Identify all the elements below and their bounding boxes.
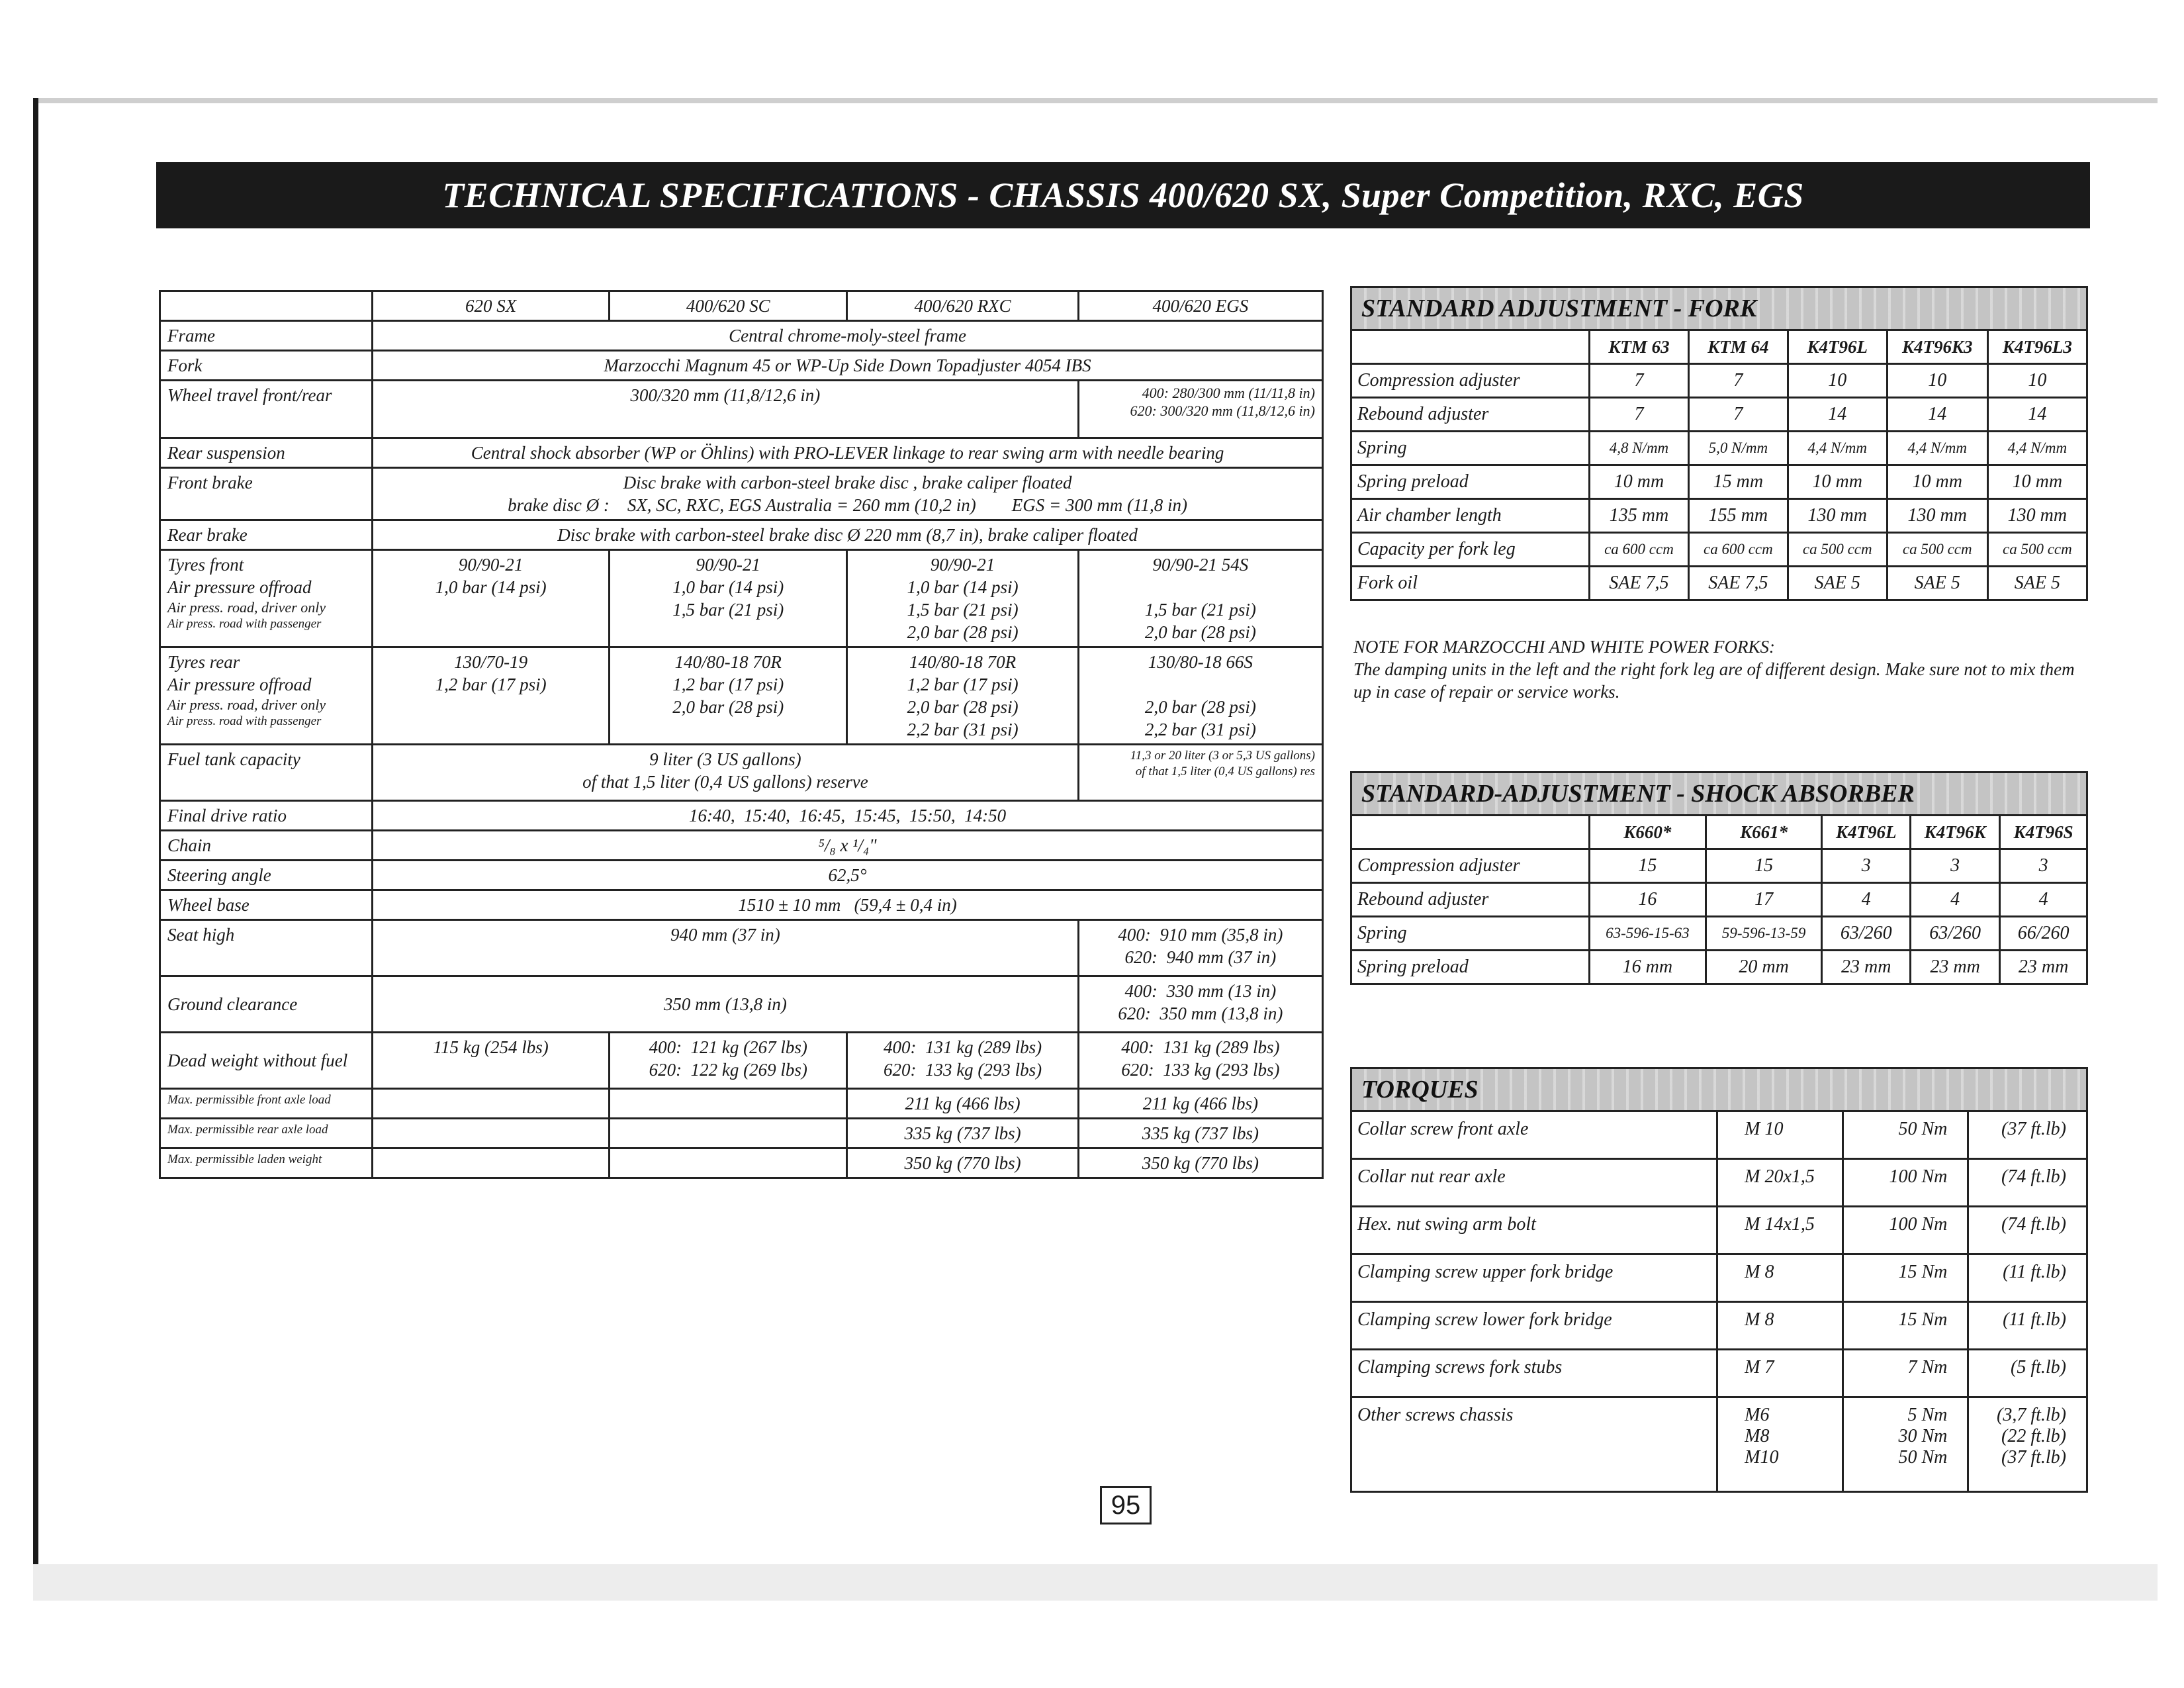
value-wheel-travel: 300/320 mm (11,8/12,6 in) bbox=[373, 381, 1079, 438]
dead-weight-egs-400: 400: 131 kg (289 lbs) bbox=[1121, 1037, 1280, 1057]
front-axle-load-egs: 211 kg (466 lbs) bbox=[1078, 1089, 1322, 1119]
fork-cell: ca 500 ccm bbox=[1887, 533, 1987, 567]
table-row bbox=[1351, 1254, 2087, 1302]
value-wheel-base: 1510 ± 10 mm (59,4 ± 0,4 in) bbox=[373, 890, 1323, 920]
row-fuel-tank bbox=[160, 745, 1323, 801]
wheel-travel-egs-400: 400: 280/300 mm (11/11,8 in) bbox=[1142, 385, 1315, 401]
fork-adjustment-panel bbox=[1350, 286, 2088, 601]
fuel-tank-egs-line1: 11,3 or 20 liter (3 or 5,3 US gallons) bbox=[1130, 749, 1315, 763]
fork-header-blank bbox=[1351, 330, 1590, 364]
tyres-rear-rxc-offroad: 1,2 bar (17 psi) bbox=[907, 675, 1019, 694]
torque-ftlb: (11 ft.lb) bbox=[1968, 1302, 2087, 1350]
table-row bbox=[1351, 1397, 2087, 1492]
shock-cell: 63-596-15-63 bbox=[1590, 917, 1706, 951]
torques-title: TORQUES bbox=[1361, 1076, 1479, 1103]
bottom-scan-edge bbox=[33, 1564, 2158, 1601]
label-rear-suspension: Rear suspension bbox=[160, 438, 373, 468]
torques-table bbox=[1350, 1110, 2088, 1493]
rear-axle-load-sx bbox=[373, 1119, 610, 1149]
fork-cell: 10 bbox=[1788, 364, 1887, 398]
row-front-axle-load bbox=[160, 1089, 1323, 1119]
row-laden-weight bbox=[160, 1149, 1323, 1178]
fork-row-label: Air chamber length bbox=[1351, 499, 1590, 533]
air-road-driver-label: Air press. road, driver only bbox=[167, 599, 326, 616]
label-wheel-travel: Wheel travel front/rear bbox=[160, 381, 373, 438]
shock-cell: 63/260 bbox=[1822, 917, 1910, 951]
torque-nm: 50 Nm bbox=[1843, 1111, 1968, 1159]
fork-note-text: The damping units in the left and the right fork leg are of different design. Make sure not to mix them up in case of repair or service works. bbox=[1353, 659, 2075, 702]
rear-axle-load-egs: 335 kg (737 lbs) bbox=[1078, 1119, 1322, 1149]
value-seat-high-egs bbox=[1078, 920, 1322, 976]
seat-high-egs-400: 400: 910 mm (35,8 in) bbox=[1118, 925, 1283, 945]
fork-cell: 7 bbox=[1590, 364, 1689, 398]
fork-cell: 7 bbox=[1688, 398, 1788, 432]
label-chain: Chain bbox=[160, 831, 373, 861]
fork-cell: SAE 5 bbox=[1987, 567, 2087, 600]
row-rear-axle-load bbox=[160, 1119, 1323, 1149]
torque-ftlb: (5 ft.lb) bbox=[1968, 1350, 2087, 1397]
row-ground-clearance bbox=[160, 976, 1323, 1033]
fork-cell: 130 mm bbox=[1788, 499, 1887, 533]
label-wheel-base: Wheel base bbox=[160, 890, 373, 920]
torque-nm: 15 Nm bbox=[1843, 1302, 1968, 1350]
fork-row-label: Spring bbox=[1351, 432, 1590, 465]
fuel-tank-egs-line2: of that 1,5 liter (0,4 US gallons) res bbox=[1135, 765, 1315, 778]
torque-size: M 20x1,5 bbox=[1717, 1159, 1843, 1207]
torque-other-nm-value: 5 Nm bbox=[1907, 1405, 1948, 1425]
fork-header-k4t96l3: K4T96L3 bbox=[1987, 330, 2087, 364]
shock-adjustment-header bbox=[1350, 771, 2088, 814]
tyres-rear-rxc-size: 140/80-18 70R bbox=[909, 652, 1017, 672]
fork-header-row bbox=[1351, 330, 2087, 364]
tyres-front-sc-offroad: 1,0 bar (14 psi) bbox=[672, 577, 784, 597]
air-road-passenger-label: Air press. road with passenger bbox=[167, 714, 322, 728]
table-row bbox=[1351, 1302, 2087, 1350]
fork-cell: 135 mm bbox=[1590, 499, 1689, 533]
shock-adjustment-title: STANDARD-ADJUSTMENT - SHOCK ABSORBER bbox=[1361, 780, 1915, 808]
dead-weight-sc bbox=[610, 1033, 847, 1089]
row-chain bbox=[160, 831, 1323, 861]
torque-label-other: Other screws chassis bbox=[1351, 1397, 1717, 1492]
shock-header-k660: K660* bbox=[1590, 816, 1706, 849]
torque-label: Collar screw front axle bbox=[1351, 1111, 1717, 1159]
torque-ftlb: (37 ft.lb) bbox=[1968, 1111, 2087, 1159]
tyres-front-egs bbox=[1078, 550, 1322, 647]
torque-other-ftlb-value: (3,7 ft.lb) bbox=[1997, 1405, 2066, 1425]
fork-header-ktm64: KTM 64 bbox=[1688, 330, 1788, 364]
fork-cell: 130 mm bbox=[1987, 499, 2087, 533]
shock-cell: 3 bbox=[1910, 849, 1999, 883]
fuel-tank-line2: of that 1,5 liter (0,4 US gallons) reserve bbox=[582, 772, 868, 792]
label-steering-angle: Steering angle bbox=[160, 861, 373, 890]
row-rear-brake bbox=[160, 520, 1323, 550]
table-row bbox=[1351, 364, 2087, 398]
torque-other-sizes bbox=[1717, 1397, 1843, 1492]
torque-other-size: M8 bbox=[1745, 1426, 1770, 1446]
torque-label: Clamping screws fork stubs bbox=[1351, 1350, 1717, 1397]
row-rear-suspension bbox=[160, 438, 1323, 468]
torque-size: M 7 bbox=[1717, 1350, 1843, 1397]
row-final-drive bbox=[160, 801, 1323, 831]
dead-weight-rxc-620: 620: 133 kg (293 lbs) bbox=[883, 1060, 1042, 1080]
torque-other-ftlb bbox=[1968, 1397, 2087, 1492]
header-400-620-egs: 400/620 EGS bbox=[1078, 291, 1322, 321]
tyres-rear-sc-road: 2,0 bar (28 psi) bbox=[672, 697, 784, 717]
fork-cell: 4,4 N/mm bbox=[1987, 432, 2087, 465]
shock-row-label: Compression adjuster bbox=[1351, 849, 1590, 883]
tyres-front-sx-offroad: 1,0 bar (14 psi) bbox=[435, 577, 547, 597]
shock-header-k4t96k: K4T96K bbox=[1910, 816, 1999, 849]
fork-cell: 5,0 N/mm bbox=[1688, 432, 1788, 465]
tyres-front-sc bbox=[610, 550, 847, 647]
tyres-rear-rxc-road: 2,0 bar (28 psi) bbox=[907, 697, 1019, 717]
fork-row-label: Spring preload bbox=[1351, 465, 1590, 499]
tyres-front-rxc-size: 90/90-21 bbox=[930, 555, 995, 575]
fork-header-ktm63: KTM 63 bbox=[1590, 330, 1689, 364]
shock-cell: 16 bbox=[1590, 883, 1706, 917]
tyres-rear-rxc-passenger: 2,2 bar (31 psi) bbox=[907, 720, 1019, 739]
fork-cell: 14 bbox=[1987, 398, 2087, 432]
dead-weight-sc-400: 400: 121 kg (267 lbs) bbox=[649, 1037, 807, 1057]
shock-cell: 23 mm bbox=[1822, 951, 1910, 984]
torque-nm: 15 Nm bbox=[1843, 1254, 1968, 1302]
table-row bbox=[1351, 499, 2087, 533]
front-axle-load-rxc: 211 kg (466 lbs) bbox=[847, 1089, 1078, 1119]
tyres-front-label: Tyres front bbox=[167, 555, 244, 575]
row-frame bbox=[160, 321, 1323, 351]
label-seat-high: Seat high bbox=[160, 920, 373, 976]
table-row bbox=[1351, 432, 2087, 465]
chassis-header-row bbox=[160, 291, 1323, 321]
torque-nm: 100 Nm bbox=[1843, 1159, 1968, 1207]
rear-axle-load-rxc: 335 kg (737 lbs) bbox=[847, 1119, 1078, 1149]
row-dead-weight bbox=[160, 1033, 1323, 1089]
table-row bbox=[1351, 1159, 2087, 1207]
fork-header-k4t96k3: K4T96K3 bbox=[1887, 330, 1987, 364]
label-final-drive: Final drive ratio bbox=[160, 801, 373, 831]
torque-nm: 7 Nm bbox=[1843, 1350, 1968, 1397]
fork-cell: 15 mm bbox=[1688, 465, 1788, 499]
fork-cell: 130 mm bbox=[1887, 499, 1987, 533]
fork-cell: SAE 5 bbox=[1887, 567, 1987, 600]
value-chain: ⁵/₈ x ¹/₄" bbox=[373, 831, 1323, 861]
value-ground-clearance: 350 mm (13,8 in) bbox=[373, 976, 1079, 1033]
torques-header bbox=[1350, 1067, 2088, 1110]
label-tyres-rear bbox=[160, 647, 373, 745]
row-steering-angle bbox=[160, 861, 1323, 890]
fork-cell: 10 mm bbox=[1788, 465, 1887, 499]
laden-weight-sc bbox=[610, 1149, 847, 1178]
value-front-brake bbox=[373, 468, 1323, 520]
fork-cell: ca 500 ccm bbox=[1788, 533, 1887, 567]
tyres-front-rxc bbox=[847, 550, 1078, 647]
fork-cell: 4,8 N/mm bbox=[1590, 432, 1689, 465]
header-400-620-rxc: 400/620 RXC bbox=[847, 291, 1078, 321]
torque-other-size: M6 bbox=[1745, 1405, 1770, 1425]
seat-high-egs-620: 620: 940 mm (37 in) bbox=[1124, 947, 1277, 967]
chassis-spec-table bbox=[159, 290, 1324, 1179]
torque-other-nm bbox=[1843, 1397, 1968, 1492]
tyres-front-rxc-passenger: 2,0 bar (28 psi) bbox=[907, 622, 1019, 642]
fork-cell: ca 600 ccm bbox=[1590, 533, 1689, 567]
tyres-front-sx bbox=[373, 550, 610, 647]
fork-cell: ca 500 ccm bbox=[1987, 533, 2087, 567]
tyres-front-sc-size: 90/90-21 bbox=[696, 555, 761, 575]
row-fork bbox=[160, 351, 1323, 381]
row-tyres-rear bbox=[160, 647, 1323, 745]
row-front-brake bbox=[160, 468, 1323, 520]
shock-row-label: Spring preload bbox=[1351, 951, 1590, 984]
table-row bbox=[1351, 398, 2087, 432]
fork-cell: 155 mm bbox=[1688, 499, 1788, 533]
laden-weight-egs: 350 kg (770 lbs) bbox=[1078, 1149, 1322, 1178]
torque-ftlb: (74 ft.lb) bbox=[1968, 1207, 2087, 1254]
torque-other-nm-value: 50 Nm bbox=[1898, 1447, 1948, 1468]
fork-adjustment-table bbox=[1350, 329, 2088, 601]
shock-row-label: Spring bbox=[1351, 917, 1590, 951]
fork-cell: SAE 7,5 bbox=[1688, 567, 1788, 600]
rear-axle-load-sc bbox=[610, 1119, 847, 1149]
header-620-sx: 620 SX bbox=[373, 291, 610, 321]
fork-cell: 4,4 N/mm bbox=[1788, 432, 1887, 465]
shock-header-k661: K661* bbox=[1706, 816, 1822, 849]
shock-cell: 3 bbox=[1822, 849, 1910, 883]
dead-weight-egs bbox=[1078, 1033, 1322, 1089]
label-fuel-tank: Fuel tank capacity bbox=[160, 745, 373, 801]
shock-cell: 3 bbox=[2000, 849, 2087, 883]
shock-cell: 20 mm bbox=[1706, 951, 1822, 984]
tyres-front-egs-road: 1,5 bar (21 psi) bbox=[1144, 600, 1256, 620]
header-400-620-sc: 400/620 SC bbox=[610, 291, 847, 321]
shock-header-k4t96s: K4T96S bbox=[2000, 816, 2087, 849]
value-final-drive: 16:40, 15:40, 16:45, 15:45, 15:50, 14:50 bbox=[373, 801, 1323, 831]
value-wheel-travel-egs bbox=[1078, 381, 1322, 438]
shock-header-blank bbox=[1351, 816, 1590, 849]
shock-cell: 15 bbox=[1590, 849, 1706, 883]
fork-cell: 7 bbox=[1590, 398, 1689, 432]
laden-weight-rxc: 350 kg (770 lbs) bbox=[847, 1149, 1078, 1178]
label-dead-weight: Dead weight without fuel bbox=[160, 1033, 373, 1089]
label-front-axle-load: Max. permissible front axle load bbox=[160, 1089, 373, 1119]
shock-adjustment-table bbox=[1350, 814, 2088, 985]
shock-cell: 16 mm bbox=[1590, 951, 1706, 984]
dead-weight-sc-620: 620: 122 kg (269 lbs) bbox=[649, 1060, 807, 1080]
fork-cell: 7 bbox=[1688, 364, 1788, 398]
tyres-front-rxc-road: 1,5 bar (21 psi) bbox=[907, 600, 1019, 620]
tyres-rear-egs-size: 130/80-18 66S bbox=[1148, 652, 1253, 672]
fork-cell: SAE 5 bbox=[1788, 567, 1887, 600]
shock-adjustment-panel bbox=[1350, 771, 2088, 985]
torque-label: Clamping screw lower fork bridge bbox=[1351, 1302, 1717, 1350]
dead-weight-sx: 115 kg (254 lbs) bbox=[373, 1033, 610, 1089]
value-steering-angle: 62,5° bbox=[373, 861, 1323, 890]
torque-size: M 8 bbox=[1717, 1254, 1843, 1302]
fork-adjustment-title: STANDARD ADJUSTMENT - FORK bbox=[1361, 295, 1757, 322]
shock-cell: 17 bbox=[1706, 883, 1822, 917]
shock-cell: 4 bbox=[1822, 883, 1910, 917]
tyres-rear-egs-passenger: 2,2 bar (31 psi) bbox=[1144, 720, 1256, 739]
torque-nm: 100 Nm bbox=[1843, 1207, 1968, 1254]
label-frame: Frame bbox=[160, 321, 373, 351]
value-fuel-tank bbox=[373, 745, 1079, 801]
fork-note-title: NOTE FOR MARZOCCHI AND WHITE POWER FORKS: bbox=[1353, 637, 1775, 657]
table-row bbox=[1351, 1350, 2087, 1397]
tyres-rear-egs bbox=[1078, 647, 1322, 745]
ground-clearance-egs-620: 620: 350 mm (13,8 in) bbox=[1118, 1004, 1283, 1023]
shock-cell: 23 mm bbox=[2000, 951, 2087, 984]
row-wheel-base bbox=[160, 890, 1323, 920]
shock-cell: 23 mm bbox=[1910, 951, 1999, 984]
dead-weight-rxc bbox=[847, 1033, 1078, 1089]
value-fuel-tank-egs bbox=[1078, 745, 1322, 801]
torque-label: Hex. nut swing arm bolt bbox=[1351, 1207, 1717, 1254]
row-seat-high bbox=[160, 920, 1323, 976]
page-title bbox=[156, 162, 2090, 228]
shock-header-row bbox=[1351, 816, 2087, 849]
torque-size: M 8 bbox=[1717, 1302, 1843, 1350]
air-road-passenger-label: Air press. road with passenger bbox=[167, 617, 322, 631]
label-front-brake: Front brake bbox=[160, 468, 373, 520]
value-rear-suspension: Central shock absorber (WP or Öhlins) with PRO-LEVER linkage to rear swing arm with needle bearing bbox=[373, 438, 1323, 468]
fork-cell: 14 bbox=[1887, 398, 1987, 432]
front-brake-line1: Disc brake with carbon-steel brake disc , brake caliper floated bbox=[623, 473, 1072, 492]
tyres-rear-sc-offroad: 1,2 bar (17 psi) bbox=[672, 675, 784, 694]
page-number: 95 bbox=[1100, 1486, 1152, 1524]
tyres-front-egs-size: 90/90-21 54S bbox=[1152, 555, 1249, 575]
table-row bbox=[1351, 1207, 2087, 1254]
value-frame: Central chrome-moly-steel frame bbox=[373, 321, 1323, 351]
torque-ftlb: (11 ft.lb) bbox=[1968, 1254, 2087, 1302]
tyres-rear-rxc bbox=[847, 647, 1078, 745]
table-row bbox=[1351, 849, 2087, 883]
shock-cell: 4 bbox=[2000, 883, 2087, 917]
fork-cell: 10 mm bbox=[1590, 465, 1689, 499]
air-offroad-label: Air pressure offroad bbox=[167, 577, 312, 597]
dead-weight-rxc-400: 400: 131 kg (289 lbs) bbox=[883, 1037, 1042, 1057]
value-rear-brake: Disc brake with carbon-steel brake disc Ø 220 mm (8,7 in), brake caliper floated bbox=[373, 520, 1323, 550]
table-row bbox=[1351, 465, 2087, 499]
tyres-rear-sx bbox=[373, 647, 610, 745]
tyres-rear-egs-road: 2,0 bar (28 psi) bbox=[1144, 697, 1256, 717]
torque-label: Clamping screw upper fork bridge bbox=[1351, 1254, 1717, 1302]
tyres-rear-sx-offroad: 1,2 bar (17 psi) bbox=[435, 675, 547, 694]
fork-cell: 10 bbox=[1887, 364, 1987, 398]
tyres-rear-sx-size: 130/70-19 bbox=[454, 652, 528, 672]
label-fork: Fork bbox=[160, 351, 373, 381]
label-laden-weight: Max. permissible laden weight bbox=[160, 1149, 373, 1178]
fork-adjustment-header bbox=[1350, 286, 2088, 329]
shock-header-k4t96l: K4T96L bbox=[1822, 816, 1910, 849]
fork-cell: SAE 7,5 bbox=[1590, 567, 1689, 600]
label-tyres-front bbox=[160, 550, 373, 647]
fork-cell: ca 600 ccm bbox=[1688, 533, 1788, 567]
table-row bbox=[1351, 917, 2087, 951]
air-offroad-label: Air pressure offroad bbox=[167, 675, 312, 694]
torque-other-ftlb-value: (22 ft.lb) bbox=[2001, 1426, 2066, 1446]
wheel-travel-egs-620: 620: 300/320 mm (11,8/12,6 in) bbox=[1130, 402, 1315, 419]
fuel-tank-line1: 9 liter (3 US gallons) bbox=[649, 749, 801, 769]
air-road-driver-label: Air press. road, driver only bbox=[167, 696, 326, 713]
table-row bbox=[1351, 533, 2087, 567]
tyres-front-egs-passenger: 2,0 bar (28 psi) bbox=[1144, 622, 1256, 642]
shock-cell: 63/260 bbox=[1910, 917, 1999, 951]
shock-cell: 15 bbox=[1706, 849, 1822, 883]
left-binding-edge bbox=[33, 98, 38, 1564]
torque-size: M 14x1,5 bbox=[1717, 1207, 1843, 1254]
table-row bbox=[1351, 951, 2087, 984]
fork-row-label: Fork oil bbox=[1351, 567, 1590, 600]
fork-cell: 10 mm bbox=[1987, 465, 2087, 499]
tyres-rear-sc bbox=[610, 647, 847, 745]
torque-other-size: M10 bbox=[1745, 1447, 1779, 1468]
value-fork: Marzocchi Magnum 45 or WP-Up Side Down Topadjuster 4054 IBS bbox=[373, 351, 1323, 381]
table-row bbox=[1351, 1111, 2087, 1159]
shock-cell: 66/260 bbox=[2000, 917, 2087, 951]
label-ground-clearance: Ground clearance bbox=[160, 976, 373, 1033]
fork-row-label: Rebound adjuster bbox=[1351, 398, 1590, 432]
front-axle-load-sc bbox=[610, 1089, 847, 1119]
dead-weight-egs-620: 620: 133 kg (293 lbs) bbox=[1121, 1060, 1280, 1080]
fork-cell: 14 bbox=[1788, 398, 1887, 432]
fork-row-label: Capacity per fork leg bbox=[1351, 533, 1590, 567]
torque-ftlb: (74 ft.lb) bbox=[1968, 1159, 2087, 1207]
torque-label: Collar nut rear axle bbox=[1351, 1159, 1717, 1207]
fork-cell: 10 mm bbox=[1887, 465, 1987, 499]
page-title-text: TECHNICAL SPECIFICATIONS - CHASSIS 400/620 SX, Super Competition, RXC, EGS bbox=[442, 175, 1804, 215]
label-rear-axle-load: Max. permissible rear axle load bbox=[160, 1119, 373, 1149]
ground-clearance-egs-400: 400: 330 mm (13 in) bbox=[1124, 981, 1277, 1001]
header-blank bbox=[160, 291, 373, 321]
top-rule bbox=[33, 98, 2158, 103]
shock-cell: 59-596-13-59 bbox=[1706, 917, 1822, 951]
torques-panel bbox=[1350, 1067, 2088, 1493]
fork-cell: 10 bbox=[1987, 364, 2087, 398]
fork-header-k4t96l: K4T96L bbox=[1788, 330, 1887, 364]
fork-row-label: Compression adjuster bbox=[1351, 364, 1590, 398]
row-wheel-travel bbox=[160, 381, 1323, 438]
tyres-rear-sc-size: 140/80-18 70R bbox=[674, 652, 782, 672]
tyres-front-rxc-offroad: 1,0 bar (14 psi) bbox=[907, 577, 1019, 597]
shock-row-label: Rebound adjuster bbox=[1351, 883, 1590, 917]
row-tyres-front bbox=[160, 550, 1323, 647]
shock-cell: 4 bbox=[1910, 883, 1999, 917]
front-axle-load-sx bbox=[373, 1089, 610, 1119]
fork-note bbox=[1353, 635, 2081, 703]
tyres-front-sc-road: 1,5 bar (21 psi) bbox=[672, 600, 784, 620]
table-row bbox=[1351, 567, 2087, 600]
tyres-front-sx-size: 90/90-21 bbox=[458, 555, 523, 575]
table-row bbox=[1351, 883, 2087, 917]
laden-weight-sx bbox=[373, 1149, 610, 1178]
torque-size: M 10 bbox=[1717, 1111, 1843, 1159]
value-seat-high: 940 mm (37 in) bbox=[373, 920, 1079, 976]
tyres-rear-label: Tyres rear bbox=[167, 652, 240, 672]
torque-other-nm-value: 30 Nm bbox=[1898, 1426, 1948, 1446]
fork-cell: 4,4 N/mm bbox=[1887, 432, 1987, 465]
value-ground-clearance-egs bbox=[1078, 976, 1322, 1033]
torque-other-ftlb-value: (37 ft.lb) bbox=[2001, 1447, 2066, 1468]
label-rear-brake: Rear brake bbox=[160, 520, 373, 550]
front-brake-line2: brake disc Ø : SX, SC, RXC, EGS Australia = 260 mm (10,2 in) EGS = 300 mm (11,8 in) bbox=[508, 495, 1187, 515]
